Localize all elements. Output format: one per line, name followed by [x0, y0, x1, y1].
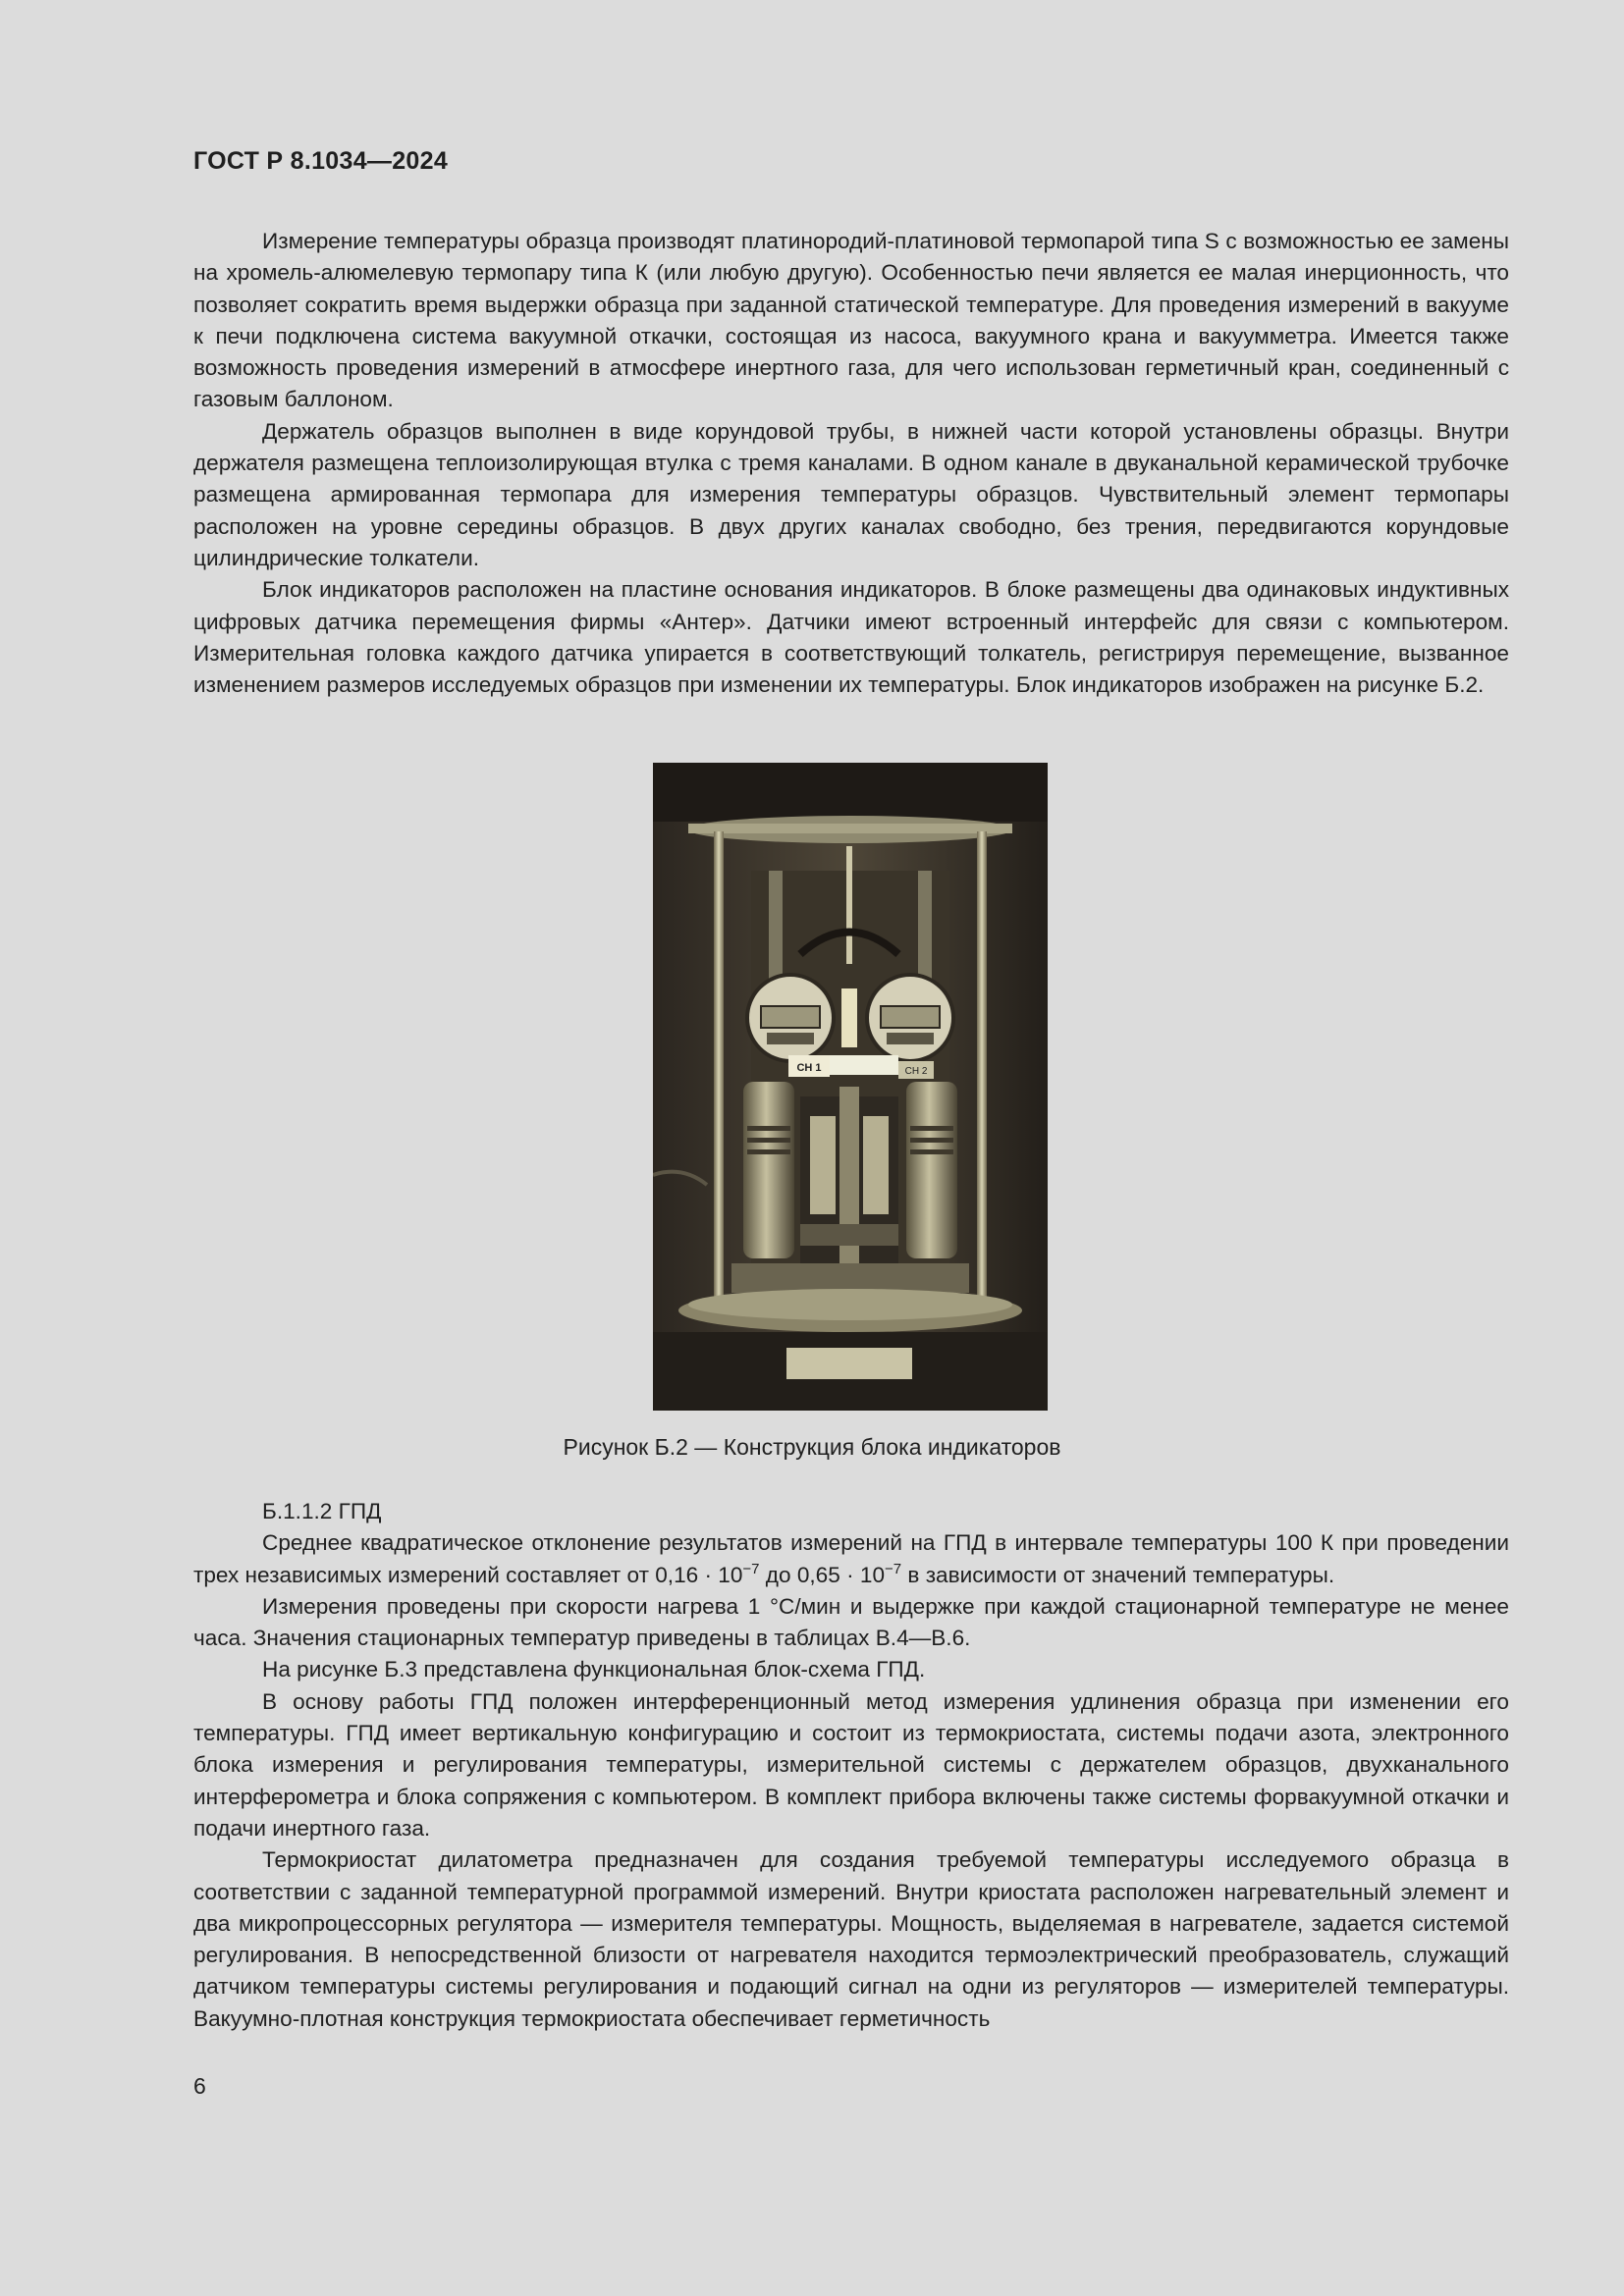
figure-indicator-block-photo — [653, 763, 1048, 1411]
photo-illustration — [653, 763, 1048, 1411]
channel-label-right: CH 2 — [904, 1066, 928, 1077]
body-text-top — [193, 226, 1509, 701]
deviation-text-b: до 0,65 · 10 — [759, 1562, 886, 1587]
paragraph-heating-rate: Измерения проведены при скорости нагрева 1 °С/мин и выдержке при каждой стационарной температуре не менее часа. Значения стационарных температур приведены в таблицах В.4—В.6. — [193, 1593, 1509, 1651]
deviation-text-c: в зависимости от значений температуры. — [901, 1562, 1335, 1587]
paragraph-furnace-thermocouple: Измерение температуры образца производят платинородий-платиновой термопарой типа S с возможностью ее замены на хромель-алюмелевую термопару типа К (или любую другую). Особенностью печи является ее малая инерционность, что позволяет сократить время выдержки образца при заданной статической температуре. Для проведения измерений в вакууме к печи подключена система вакуумной откачки, состоящая из насоса, вакуумного крана и вакуумметра. Имеется также возможность проведения измерений в атмосфере инертного газа, для чего использован герметичный кран, соединенный с газовым баллоном. — [193, 229, 1509, 412]
paragraph-sample-holder: Держатель образцов выполнен в виде корундовой трубы, в нижней части которой установлены образцы. Внутри держателя размещена теплоизолирующая втулка с тремя каналами. В одном канале в двуканальной керамической трубочке размещена армированная термопара для измерения температуры образцов. Чувствительный элемент термопары расположен на уровне середины образцов. В двух других каналах свободно, без трения, передвигаются корундовые цилиндрические толкатели. — [193, 418, 1509, 570]
deviation-exponent-1: −7 — [742, 1560, 760, 1577]
deviation-exponent-2: −7 — [885, 1560, 902, 1577]
paragraph-standard-deviation — [193, 1527, 1509, 1591]
figure-caption: Рисунок Б.2 — Конструкция блока индикаторов — [563, 1434, 1061, 1460]
paragraph-thermocryostat: Термокриостат дилатометра предназначен для создания требуемой температуры исследуемого образца в соответствии с заданной температурной программой измерений. Внутри криостата расположен нагревательный элемент и два микропроцессорных регулятора — измерителя температуры. Мощность, выделяемая в нагревателе, задается системой регулирования. В непосредственной близости от нагревателя находится термоэлектрический преобразователь, служащий датчиком температуры системы регулирования и подающий сигнал на одни из регуляторов — измерителей температуры. Вакуумно-плотная конструкция термокриостата обеспечивает герметичность — [193, 1847, 1509, 2031]
document-code: ГОСТ Р 8.1034—2024 — [193, 147, 449, 175]
body-text-bottom — [193, 1496, 1509, 2035]
deviation-text-a: Среднее квадратическое отклонение результатов измерений на ГПД в интервале температуры 100 К при проведении трех независимых измерений составляет от 0,16 · 10 — [193, 1530, 1509, 1587]
paragraph-figure-reference: На рисунке Б.3 представлена функциональная блок-схема ГПД. — [262, 1657, 926, 1682]
paragraph-interference-method: В основу работы ГПД положен интерференционный метод измерения удлинения образца при изменении его температуры. ГПД имеет вертикальную конфигурацию и состоит из термокриостата, системы подачи азота, электронного блока измерения и регулирования температуры, измерительной системы с держателем образцов, двухканального интерферометра и блока сопряжения с компьютером. В комплект прибора включены также системы форвакуумной откачки и подачи инертного газа. — [193, 1688, 1509, 1841]
section-heading: Б.1.1.2 ГПД — [262, 1499, 382, 1523]
page-number: 6 — [193, 2073, 206, 2099]
channel-label-left: CH 1 — [796, 1062, 822, 1074]
paragraph-indicator-block: Блок индикаторов расположен на пластине основания индикаторов. В блоке размещены два одинаковых индуктивных цифровых датчика перемещения фирмы «Антер». Датчики имеют встроенный интерфейс для связи с компьютером. Измерительная головка каждого датчика упирается в соответствующий толкатель, регистрируя перемещение, вызванное изменением размеров исследуемых образцов при изменении их температуры. Блок индикаторов изображен на рисунке Б.2. — [193, 577, 1509, 698]
